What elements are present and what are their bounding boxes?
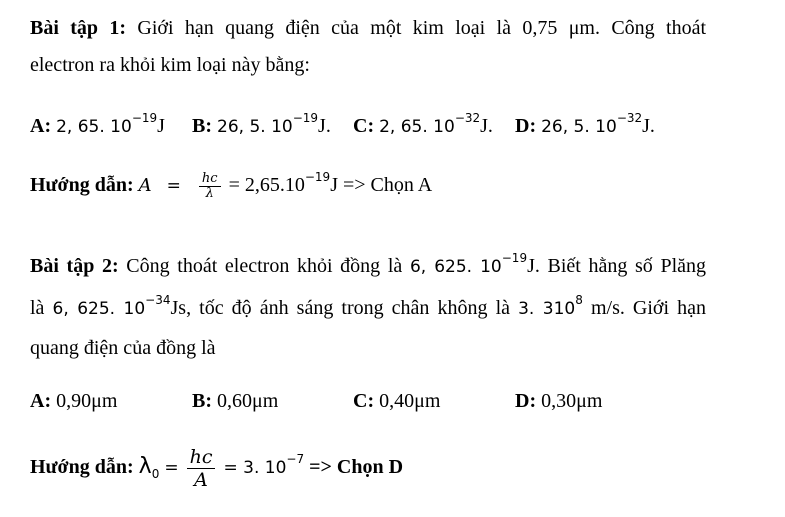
- ex2-fraction: $\frac{hc}{A}$: [187, 446, 216, 491]
- ex1-line2: electron ra khỏi kim loại này bằng:: [30, 54, 310, 76]
- ex1-option-d: D: 26, 5. $10^{-32}J$.: [515, 111, 655, 137]
- ex2-guide: Hướng dẫn: $\lambda_0$ = $\frac{hc}{A}$ = 3. $10^{-7}$ => Chọn D: [30, 446, 404, 491]
- ex1-guide: Hướng dẫn: A = $\frac{hc}{\lambda}$ = $2,65.10^{-19}J$ => Chọn A: [30, 170, 433, 201]
- ex2-option-d: D: 0,30μm: [515, 390, 603, 412]
- ex2-option-c: C: 0,40μm: [353, 390, 441, 412]
- ex2-option-b: B: 0,60μm: [192, 390, 279, 412]
- ex2-guide-label: Hướng dẫn:: [30, 456, 134, 479]
- ex1-line1: [30, 16, 706, 40]
- ex1-option-c: C: 2, 65. $10^{-32}J$.: [353, 111, 493, 137]
- ex2-line3: quang điện của đồng là: [30, 337, 216, 359]
- ex1-option-a: A: 2, 65. $10^{-19}J$: [30, 111, 165, 137]
- ex2-line1: Bài tập 2: Công thoát electron khỏi đồng là 6, 625. $10^{-19}J$. Biết hằng số Plăng: [30, 251, 707, 277]
- ex2-heading: Bài tập 2:: [30, 255, 119, 277]
- ex2-option-a: A: 0,90μm: [30, 390, 118, 412]
- ex1-guide-label: Hướng dẫn:: [30, 174, 134, 197]
- ex1-text1: Giới hạn quang điện của một kim loại là 0,75 μm. Công thoát: [137, 17, 707, 39]
- ex1-option-b: B: 26, 5. $10^{-19}J$.: [192, 111, 331, 137]
- ex1-fraction: $\frac{hc}{\lambda}$: [199, 172, 221, 201]
- ex1-heading: Bài tập 1:: [30, 17, 127, 39]
- ex2-line2: là 6, 625. $10^{-34}Js$, tốc độ ánh sáng trong chân không là 3. $310^8$ m/s. Giới hạn: [30, 293, 707, 319]
